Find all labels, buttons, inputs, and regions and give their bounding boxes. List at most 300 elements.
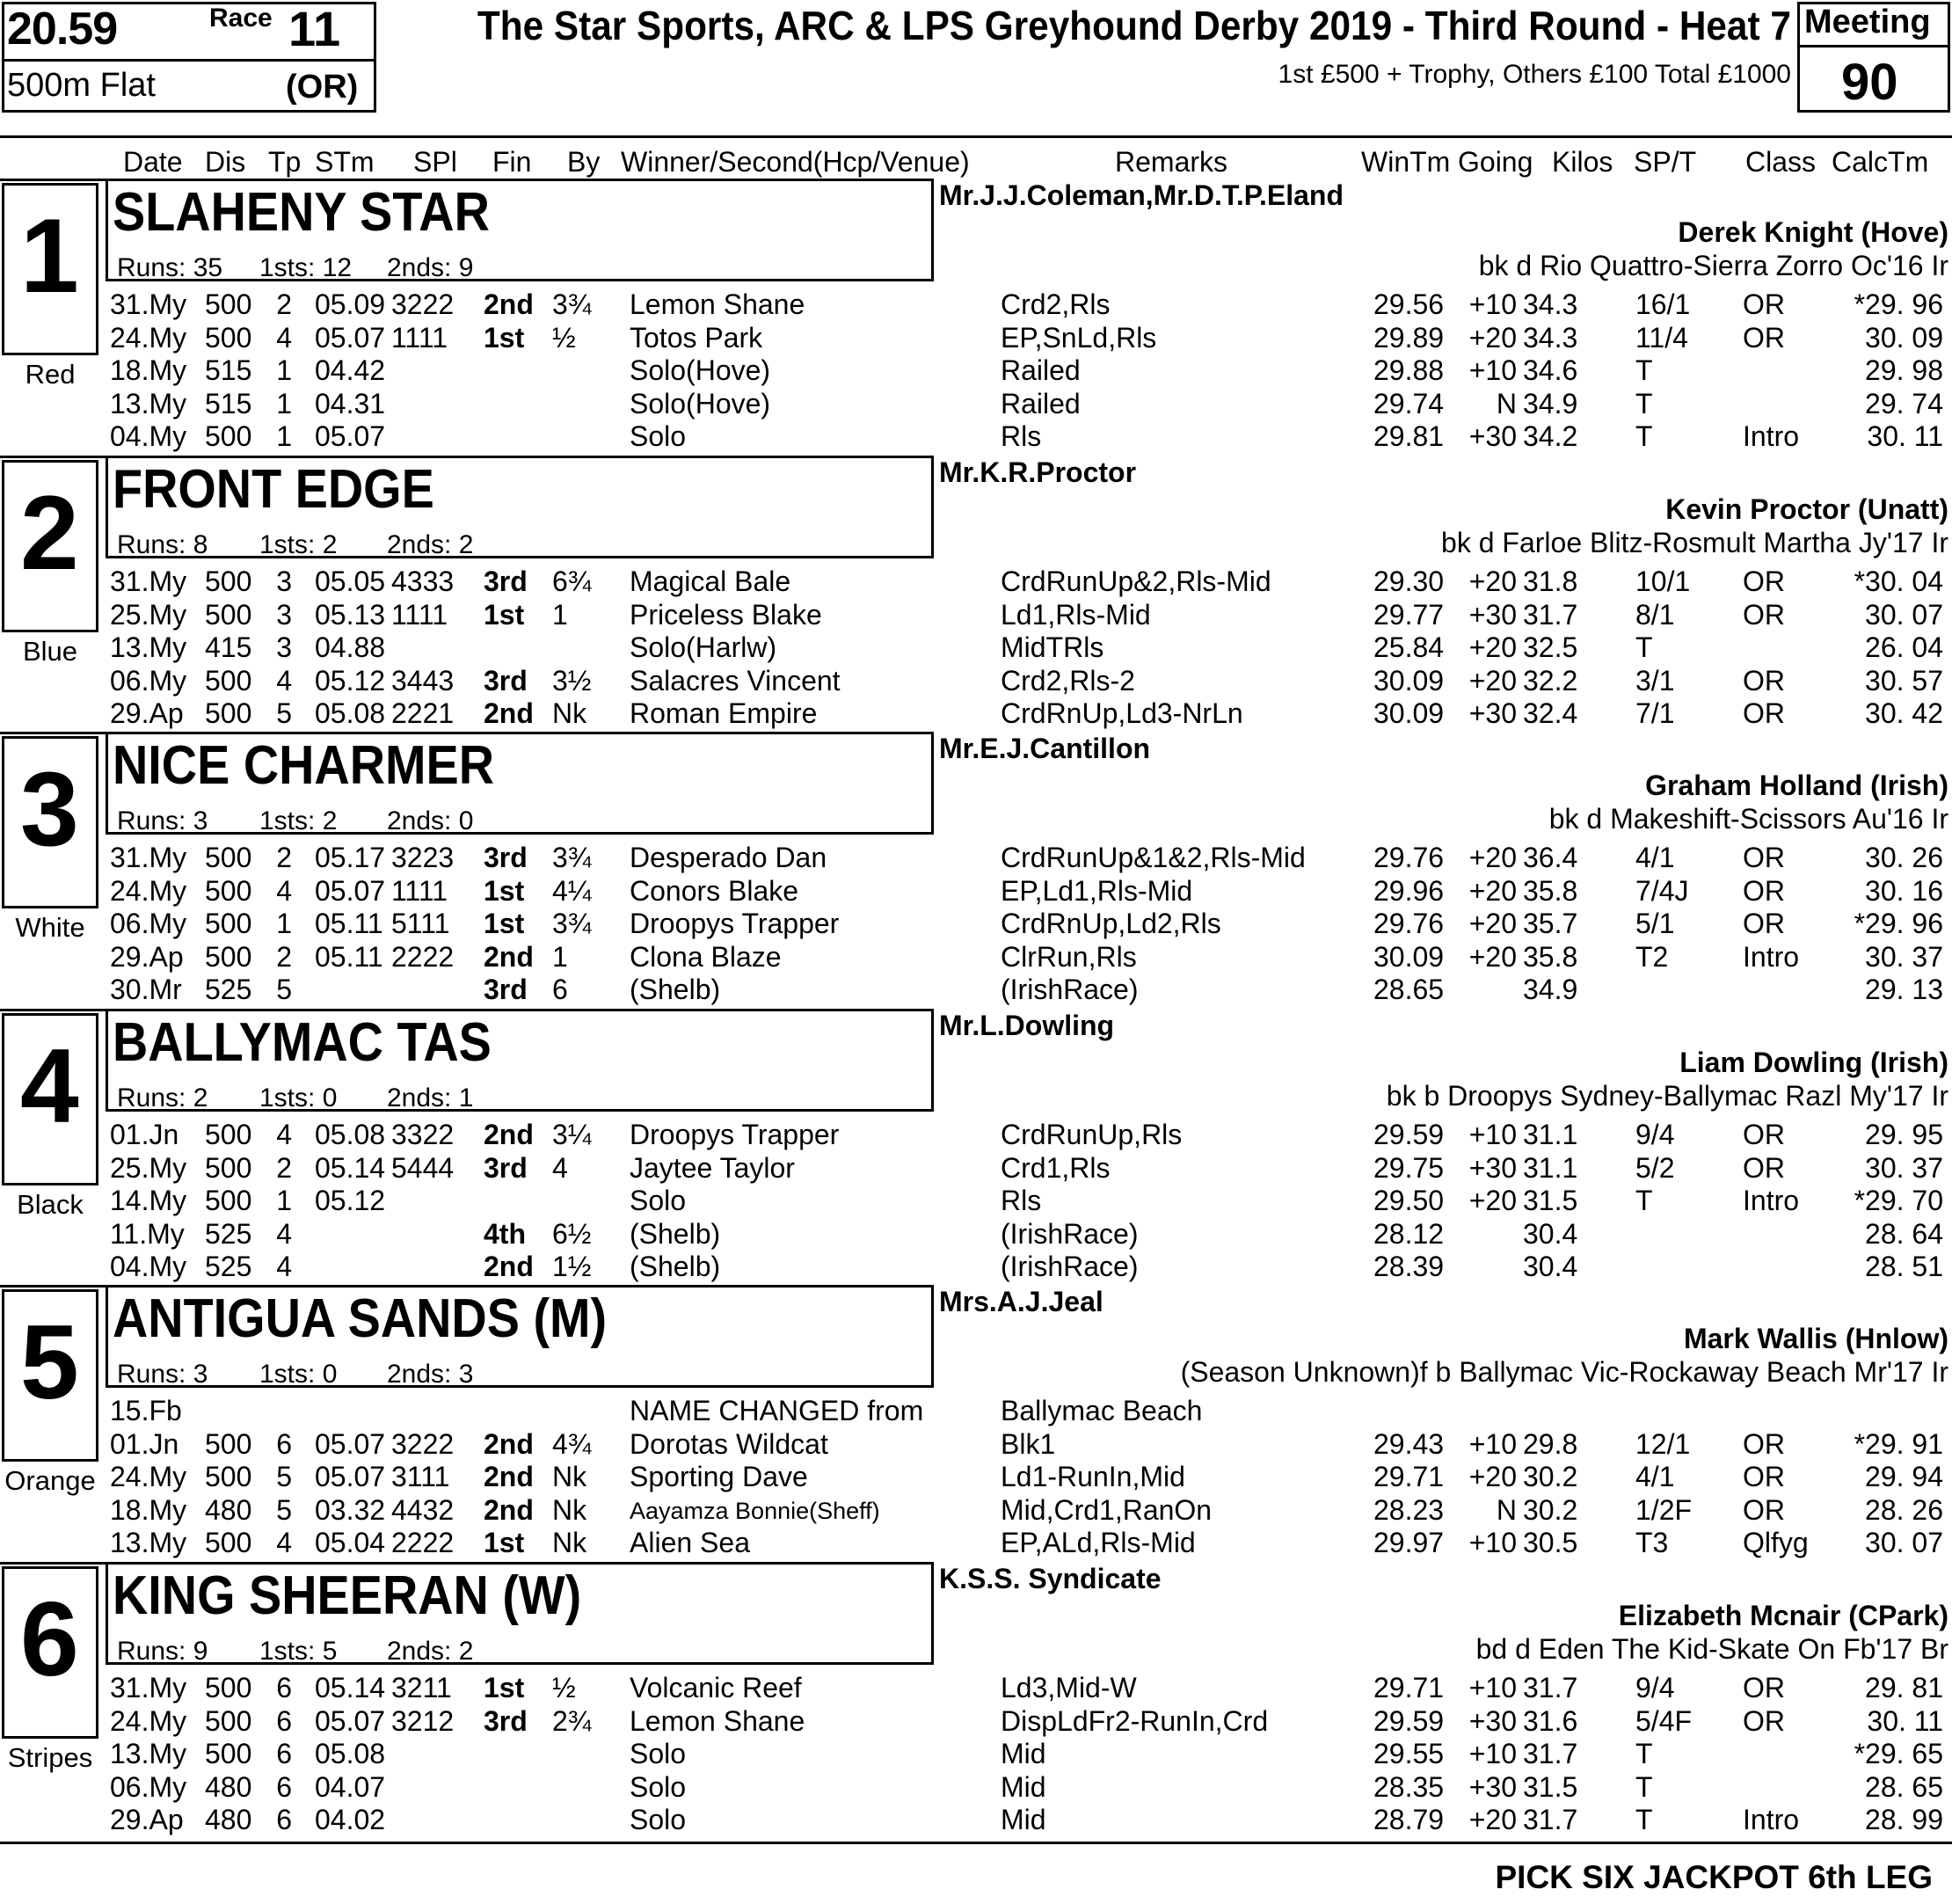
form-winner: Aayamza Bonnie(Sheff) <box>630 1498 880 1524</box>
race-info-divider <box>2 59 376 62</box>
form-wintm: 28.35 <box>1373 1771 1445 1803</box>
col-fin: Fin <box>492 146 532 178</box>
form-kilos: 31.1 <box>1523 1152 1578 1184</box>
form-stm: 05.09 <box>315 288 386 320</box>
form-remarks: Railed <box>1001 354 1081 386</box>
dog-firsts: 1sts: 0 <box>259 1083 338 1112</box>
col-calctm: CalcTm <box>1832 146 1929 178</box>
form-calc: *29. 70 <box>1854 1185 1943 1216</box>
form-dis: 500 <box>205 1461 252 1492</box>
form-kilos: 34.3 <box>1523 288 1578 320</box>
form-kilos: 34.6 <box>1523 354 1578 386</box>
form-sp: 4/1 <box>1635 842 1675 873</box>
form-by: 1 <box>552 941 568 973</box>
form-going: +10 <box>1468 1672 1517 1703</box>
form-going: +10 <box>1468 1119 1517 1150</box>
form-date: 06.My <box>110 665 187 697</box>
form-stm: 05.05 <box>315 565 386 597</box>
form-wintm: 29.30 <box>1373 565 1445 597</box>
form-date: 18.My <box>110 354 187 386</box>
form-spl: 3223 <box>391 842 455 873</box>
form-cls: Qlfyg <box>1743 1527 1809 1558</box>
form-calc: 30. 37 <box>1865 941 1943 973</box>
dog-runs: Runs: 3 <box>117 806 208 835</box>
form-stm: 04.31 <box>315 388 386 419</box>
form-going: N <box>1496 1494 1517 1526</box>
form-fin: 2nd <box>484 941 534 973</box>
form-wintm: 29.77 <box>1373 599 1445 631</box>
form-remarks: Ld3,Mid-W <box>1001 1672 1137 1703</box>
form-fin: 3rd <box>484 842 528 873</box>
form-dis: 480 <box>205 1494 252 1526</box>
form-going: +10 <box>1468 1428 1517 1460</box>
form-by: 3¾ <box>552 908 592 939</box>
form-spl: 3222 <box>391 288 455 320</box>
form-tp: 3 <box>276 565 292 597</box>
dog-owner: K.S.S. Syndicate <box>939 1563 1162 1594</box>
form-stm: 05.04 <box>315 1527 386 1558</box>
form-by: 6 <box>552 974 568 1005</box>
form-winner: Alien Sea <box>630 1527 750 1558</box>
dog-trainer: Liam Dowling (Irish) <box>1679 1047 1948 1078</box>
form-going: +20 <box>1468 875 1517 907</box>
form-remarks: Railed <box>1001 388 1081 419</box>
form-remarks: Ld1-RunIn,Mid <box>1001 1461 1185 1492</box>
form-tp: 3 <box>276 631 292 663</box>
form-date: 11.My <box>110 1218 185 1250</box>
form-tp: 2 <box>276 288 292 320</box>
form-sp: T <box>1635 388 1653 419</box>
dog-name[interactable]: NICE CHARMER <box>113 735 495 796</box>
dog-trainer: Mark Wallis (Hnlow) <box>1683 1323 1948 1354</box>
form-cls: OR <box>1743 908 1785 939</box>
form-fin: 1st <box>484 1672 525 1703</box>
form-sp: 8/1 <box>1635 599 1675 631</box>
form-calc: *29. 96 <box>1854 288 1943 320</box>
form-fin: 2nd <box>484 697 534 729</box>
form-stm: 05.07 <box>315 322 386 354</box>
form-dis: 525 <box>205 974 252 1005</box>
dog-firsts: 1sts: 0 <box>259 1360 338 1389</box>
form-stm: 04.02 <box>315 1804 386 1835</box>
form-winner: Totos Park <box>630 322 763 354</box>
form-kilos: 36.4 <box>1523 842 1578 873</box>
form-stm: 05.14 <box>315 1672 386 1703</box>
form-stm: 05.17 <box>315 842 386 873</box>
form-by: 6½ <box>552 1218 592 1250</box>
form-remarks: Mid <box>1001 1738 1046 1769</box>
form-cls: OR <box>1743 875 1785 907</box>
form-date: 25.My <box>110 599 187 631</box>
trap-colour: Blue <box>22 636 78 667</box>
form-going: +30 <box>1468 599 1517 631</box>
form-calc: 30. 07 <box>1865 1527 1943 1558</box>
form-date: 13.My <box>110 1738 187 1769</box>
form-remarks: CrdRunUp&2,Rls-Mid <box>1001 565 1271 597</box>
dog-breeding: (Season Unknown)f b Ballymac Vic-Rockaway Beach Mr'17 Ir <box>1180 1356 1948 1388</box>
form-tp: 6 <box>276 1771 292 1803</box>
form-dis: 500 <box>205 1185 252 1216</box>
form-tp: 5 <box>276 697 292 729</box>
form-fin: 1st <box>484 875 525 907</box>
form-cls: OR <box>1743 1152 1785 1184</box>
form-date: 24.My <box>110 1461 187 1492</box>
form-date: 01.Jn <box>110 1119 179 1150</box>
form-going: +30 <box>1468 420 1517 452</box>
dog-trainer: Graham Holland (Irish) <box>1645 770 1948 801</box>
form-wintm: 29.89 <box>1373 322 1445 354</box>
form-winner: Solo <box>630 1771 687 1803</box>
form-stm: 04.07 <box>315 1771 386 1803</box>
form-going: +10 <box>1468 288 1517 320</box>
form-remarks: ClrRun,Rls <box>1001 941 1137 973</box>
form-wintm: 29.76 <box>1373 842 1445 873</box>
dog-breeding: bk d Rio Quattro-Sierra Zorro Oc'16 Ir <box>1478 250 1948 281</box>
form-dis: 500 <box>205 908 252 939</box>
form-sp: 9/4 <box>1635 1672 1675 1703</box>
form-tp: 6 <box>276 1428 292 1460</box>
form-tp: 5 <box>276 1461 292 1492</box>
dog-name[interactable]: ANTIGUA SANDS (M) <box>113 1288 608 1349</box>
form-wintm: 30.09 <box>1373 665 1445 697</box>
form-wintm: 29.55 <box>1373 1738 1445 1769</box>
form-stm: 05.14 <box>315 1152 386 1184</box>
form-winner: (Shelb) <box>630 1218 721 1250</box>
form-remarks: CrdRunUp&1&2,Rls-Mid <box>1001 842 1306 873</box>
form-dis: 500 <box>205 697 252 729</box>
form-winner: Salacres Vincent <box>630 665 841 697</box>
form-cls: OR <box>1743 322 1785 354</box>
form-wintm: 29.97 <box>1373 1527 1445 1558</box>
trap-number: 4 <box>20 1027 79 1145</box>
form-kilos: 35.8 <box>1523 875 1578 907</box>
form-cls: OR <box>1743 1428 1785 1460</box>
form-by: 3¼ <box>552 1119 592 1150</box>
form-remarks: EP,Ld1,Rls-Mid <box>1001 875 1193 907</box>
form-date: 15.Fb <box>110 1395 182 1426</box>
form-dis: 500 <box>205 1738 252 1769</box>
form-going: +10 <box>1468 1738 1517 1769</box>
form-tp: 4 <box>276 1527 292 1558</box>
dog-trainer: Kevin Proctor (Unatt) <box>1665 493 1948 525</box>
col-stm: STm <box>315 146 375 178</box>
col-tp: Tp <box>268 146 302 178</box>
form-sp: T <box>1635 1804 1653 1835</box>
form-winner: Jaytee Taylor <box>630 1152 795 1184</box>
form-sp: 5/1 <box>1635 908 1675 939</box>
dog-breeding: bd d Eden The Kid-Skate On Fb'17 Br <box>1475 1633 1948 1665</box>
form-date: 31.My <box>110 842 187 873</box>
form-winner: Droopys Trapper <box>630 908 840 939</box>
form-calc: 29. 81 <box>1865 1672 1943 1703</box>
form-spl: 2221 <box>391 697 455 729</box>
form-dis: 500 <box>205 1705 252 1737</box>
form-winner: (Shelb) <box>630 1251 721 1282</box>
col-remarks: Remarks <box>1115 146 1228 178</box>
form-by: ½ <box>552 322 576 354</box>
form-calc: 30. 37 <box>1865 1152 1943 1184</box>
form-date: 29.Ap <box>110 941 184 973</box>
form-remarks: (IrishRace) <box>1001 1251 1139 1282</box>
form-stm: 04.42 <box>315 354 386 386</box>
dog-name[interactable]: SLAHENY STAR <box>113 182 490 243</box>
form-kilos: 34.9 <box>1523 974 1578 1005</box>
form-by: 1½ <box>552 1251 592 1282</box>
col-class: Class <box>1745 146 1817 178</box>
form-stm: 05.07 <box>315 1428 386 1460</box>
dog-name[interactable]: FRONT EDGE <box>113 459 434 520</box>
dog-runs: Runs: 35 <box>117 253 223 282</box>
form-tp: 4 <box>276 322 292 354</box>
form-remarks: (IrishRace) <box>1001 974 1139 1005</box>
form-remarks: Mid,Crd1,RanOn <box>1001 1494 1213 1526</box>
form-kilos: 29.8 <box>1523 1428 1578 1460</box>
form-spl: 2222 <box>391 1527 455 1558</box>
form-wintm: 30.09 <box>1373 941 1445 973</box>
form-calc: 28. 99 <box>1865 1804 1943 1835</box>
form-kilos: 35.8 <box>1523 941 1578 973</box>
dog-owner: Mr.L.Dowling <box>939 1010 1115 1041</box>
form-winner: NAME CHANGED from <box>630 1395 924 1426</box>
form-fin: 2nd <box>484 1494 534 1526</box>
form-fin: 3rd <box>484 1152 528 1184</box>
form-wintm: 25.84 <box>1373 631 1445 663</box>
form-dis: 500 <box>205 842 252 873</box>
form-spl: 3322 <box>391 1119 455 1150</box>
form-sp: 5/4F <box>1635 1705 1693 1737</box>
form-winner: Solo <box>630 1185 687 1216</box>
form-kilos: 34.2 <box>1523 420 1578 452</box>
form-kilos: 31.5 <box>1523 1185 1578 1216</box>
form-going: +20 <box>1468 631 1517 663</box>
form-kilos: 32.5 <box>1523 631 1578 663</box>
form-dis: 500 <box>205 288 252 320</box>
form-calc: 28. 65 <box>1865 1771 1943 1803</box>
form-going: +20 <box>1468 941 1517 973</box>
form-winner: Conors Blake <box>630 875 799 907</box>
form-going: +10 <box>1468 354 1517 386</box>
form-kilos: 34.9 <box>1523 388 1578 419</box>
form-stm: 04.88 <box>315 631 386 663</box>
form-calc: 29. 95 <box>1865 1119 1943 1150</box>
form-spl: 3222 <box>391 1428 455 1460</box>
form-date: 31.My <box>110 565 187 597</box>
dog-seconds: 2nds: 3 <box>387 1360 474 1389</box>
form-wintm: 29.71 <box>1373 1672 1445 1703</box>
form-sp: 4/1 <box>1635 1461 1675 1492</box>
dog-runs: Runs: 3 <box>117 1360 208 1389</box>
form-going: +20 <box>1468 842 1517 873</box>
dog-seconds: 2nds: 0 <box>387 806 474 835</box>
form-remarks: Rls <box>1001 1185 1042 1216</box>
form-calc: 30. 09 <box>1865 322 1943 354</box>
form-tp: 4 <box>276 1119 292 1150</box>
form-going: +20 <box>1468 565 1517 597</box>
form-fin: 2nd <box>484 1119 534 1150</box>
form-stm: 05.07 <box>315 1461 386 1492</box>
form-stm: 05.08 <box>315 1738 386 1769</box>
form-stm: 05.07 <box>315 1705 386 1737</box>
form-going: N <box>1496 388 1517 419</box>
form-remarks: Crd2,Rls-2 <box>1001 665 1135 697</box>
form-stm: 05.12 <box>315 665 386 697</box>
form-dis: 500 <box>205 420 252 452</box>
form-kilos: 31.8 <box>1523 565 1578 597</box>
form-fin: 1st <box>484 599 525 631</box>
form-remarks: Ballymac Beach <box>1001 1395 1203 1426</box>
form-wintm: 29.76 <box>1373 908 1445 939</box>
form-going: +10 <box>1468 1527 1517 1558</box>
col-wintm: WinTm <box>1361 146 1451 178</box>
dog-seconds: 2nds: 2 <box>387 530 474 559</box>
form-winner: Sporting Dave <box>630 1461 808 1492</box>
form-cls: OR <box>1743 565 1785 597</box>
form-sp: T <box>1635 420 1653 452</box>
form-dis: 480 <box>205 1771 252 1803</box>
form-stm: 05.07 <box>315 420 386 452</box>
form-stm: 05.12 <box>315 1185 386 1216</box>
form-fin: 3rd <box>484 1705 528 1737</box>
form-date: 24.My <box>110 322 187 354</box>
form-calc: 30. 11 <box>1867 1705 1943 1737</box>
dog-name[interactable]: KING SHEERAN (W) <box>113 1565 582 1626</box>
form-date: 30.Mr <box>110 974 182 1005</box>
meeting-number: 90 <box>1841 54 1898 111</box>
form-tp: 6 <box>276 1738 292 1769</box>
form-calc: 29. 98 <box>1865 354 1943 386</box>
form-cls: OR <box>1743 665 1785 697</box>
trap-colour: Red <box>25 359 76 390</box>
form-sp: T <box>1635 1185 1653 1216</box>
form-stm: 03.32 <box>315 1494 386 1526</box>
col-date: Date <box>123 146 183 178</box>
dog-firsts: 1sts: 2 <box>259 806 338 835</box>
form-winner: Solo(Hove) <box>630 354 771 386</box>
form-by: Nk <box>552 1527 587 1558</box>
form-kilos: 30.2 <box>1523 1494 1578 1526</box>
form-kilos: 31.7 <box>1523 1804 1578 1835</box>
form-fin: 3rd <box>484 665 528 697</box>
form-date: 04.My <box>110 420 187 452</box>
prize-money: 1st £500 + Trophy, Others £100 Total £1000 <box>1278 60 1791 89</box>
form-winner: Solo <box>630 1804 687 1835</box>
form-calc: 28. 64 <box>1865 1218 1943 1250</box>
form-calc: *29. 65 <box>1854 1738 1943 1769</box>
form-kilos: 30.2 <box>1523 1461 1578 1492</box>
form-kilos: 34.3 <box>1523 322 1578 354</box>
form-date: 04.My <box>110 1251 187 1282</box>
form-going: +20 <box>1468 1804 1517 1835</box>
form-going: +20 <box>1468 1185 1517 1216</box>
form-remarks: DispLdFr2-RunIn,Crd <box>1001 1705 1269 1737</box>
dog-seconds: 2nds: 2 <box>387 1637 474 1666</box>
form-fin: 3rd <box>484 974 528 1005</box>
form-winner: (Shelb) <box>630 974 721 1005</box>
dog-breeding: bk b Droopys Sydney-Ballymac Razl My'17 Ir <box>1386 1080 1948 1112</box>
form-spl: 1111 <box>391 875 448 907</box>
form-sp: 10/1 <box>1635 565 1691 597</box>
form-by: 1 <box>552 599 568 631</box>
form-tp: 4 <box>276 875 292 907</box>
form-date: 06.My <box>110 908 187 939</box>
form-going: +30 <box>1468 697 1517 729</box>
form-date: 31.My <box>110 1672 187 1703</box>
form-calc: 29. 13 <box>1865 974 1943 1005</box>
form-spl: 3111 <box>391 1461 450 1492</box>
form-kilos: 30.4 <box>1523 1251 1578 1282</box>
form-calc: *29. 91 <box>1854 1428 1943 1460</box>
form-fin: 1st <box>484 908 525 939</box>
form-tp: 3 <box>276 599 292 631</box>
form-by: 3¾ <box>552 288 592 320</box>
form-dis: 500 <box>205 665 252 697</box>
form-cls: OR <box>1743 1494 1785 1526</box>
form-tp: 2 <box>276 842 292 873</box>
form-kilos: 30.5 <box>1523 1527 1578 1558</box>
race-label: Race <box>209 4 273 33</box>
form-kilos: 31.7 <box>1523 1738 1578 1769</box>
form-wintm: 29.71 <box>1373 1461 1445 1492</box>
form-cls: OR <box>1743 1672 1785 1703</box>
form-remarks: CrdRnUp,Ld3-NrLn <box>1001 697 1243 729</box>
form-remarks: Rls <box>1001 420 1042 452</box>
dog-owner: Mrs.A.J.Jeal <box>939 1286 1103 1317</box>
form-wintm: 28.39 <box>1373 1251 1445 1282</box>
form-dis: 525 <box>205 1251 252 1282</box>
form-winner: Magical Bale <box>630 565 791 597</box>
form-remarks: Blk1 <box>1001 1428 1056 1460</box>
form-stm: 05.11 <box>315 941 383 973</box>
form-wintm: 29.56 <box>1373 288 1445 320</box>
form-calc: *30. 04 <box>1854 565 1943 597</box>
form-stm: 05.11 <box>315 908 383 939</box>
form-dis: 415 <box>205 631 252 663</box>
dog-breeding: bk d Makeshift-Scissors Au'16 Ir <box>1548 803 1948 835</box>
form-sp: 9/4 <box>1635 1119 1675 1150</box>
form-fin: 2nd <box>484 288 534 320</box>
form-cls: OR <box>1743 1461 1785 1492</box>
form-winner: Roman Empire <box>630 697 818 729</box>
form-dis: 515 <box>205 388 252 419</box>
dog-owner: Mr.K.R.Proctor <box>939 456 1137 488</box>
form-calc: 26. 04 <box>1865 631 1943 663</box>
form-spl: 2222 <box>391 941 455 973</box>
trap-number: 1 <box>20 197 79 315</box>
form-stm: 05.07 <box>315 875 386 907</box>
dog-name[interactable]: BALLYMAC TAS <box>113 1012 492 1073</box>
form-dis: 500 <box>205 565 252 597</box>
form-by: 4¼ <box>552 875 592 907</box>
form-cls: Intro <box>1743 420 1800 452</box>
form-cls: OR <box>1743 288 1785 320</box>
form-date: 24.My <box>110 875 187 907</box>
form-spl: 5444 <box>391 1152 455 1184</box>
form-cls: OR <box>1743 842 1785 873</box>
form-sp: 7/1 <box>1635 697 1675 729</box>
meeting-label: Meeting <box>1804 4 1931 40</box>
form-sp: T <box>1635 1771 1653 1803</box>
form-spl: 5111 <box>391 908 450 939</box>
form-wintm: 28.65 <box>1373 974 1445 1005</box>
form-dis: 500 <box>205 1119 252 1150</box>
form-wintm: 30.09 <box>1373 697 1445 729</box>
form-going: +20 <box>1468 908 1517 939</box>
trap-colour: White <box>15 912 85 943</box>
form-tp: 4 <box>276 1218 292 1250</box>
form-spl: 4432 <box>391 1494 455 1526</box>
form-kilos: 32.2 <box>1523 665 1578 697</box>
form-remarks: CrdRnUp,Ld2,Rls <box>1001 908 1221 939</box>
